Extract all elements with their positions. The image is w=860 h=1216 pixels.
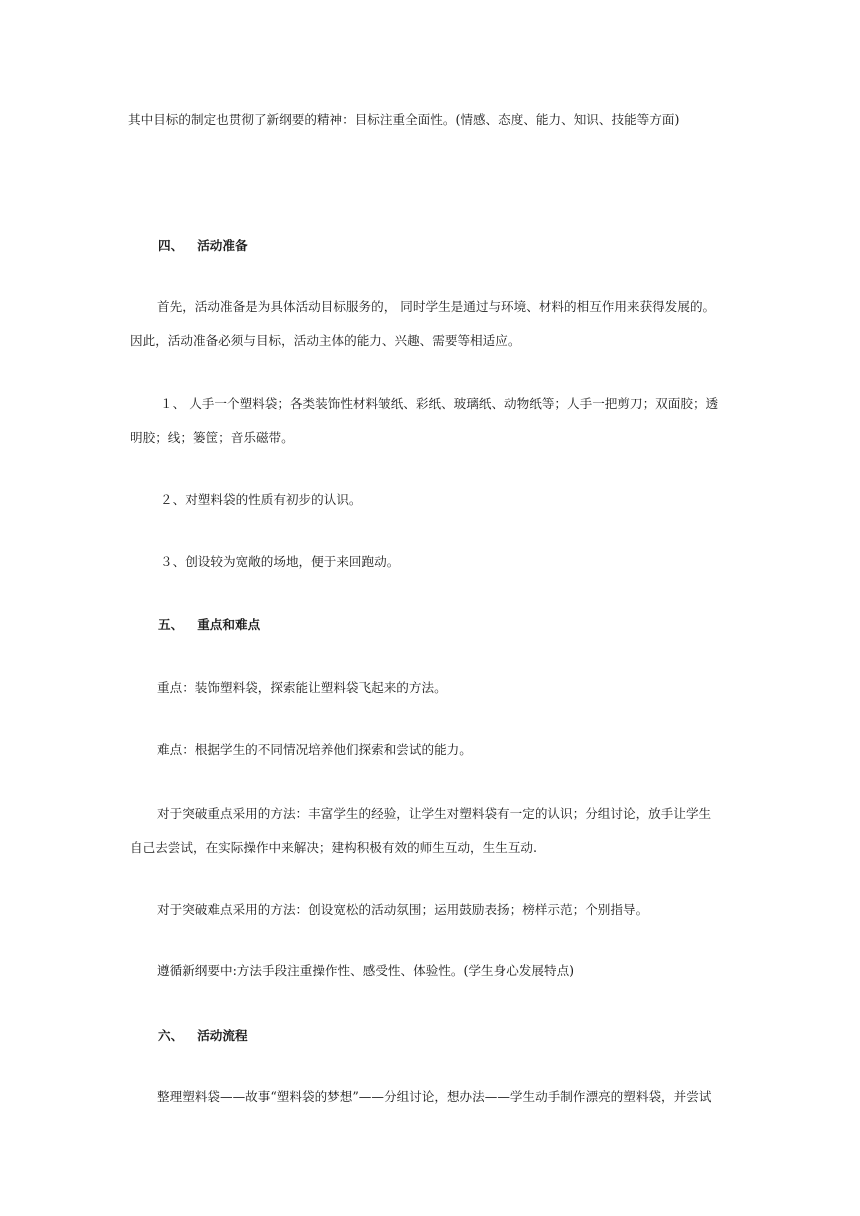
difficulty-text: 难点：根据学生的不同情况培养他们探索和尝试的能力。 (157, 742, 472, 757)
key-point-text: 重点：装饰塑料袋，探索能让塑料袋飞起来的方法。 (157, 680, 447, 695)
difficulty-method-text: 对于突破难点采用的方法：创设宽松的活动氛围；运用鼓励表扬；榜样示范；个别指导。 (157, 902, 649, 917)
prep-item-1-line-1: １、 人手一个塑料袋；各类装饰性材料皱纸、彩纸、玻璃纸、动物纸等；人手一把剪刀；双面胶；透 (160, 396, 719, 411)
prep-item-2: ２、对塑料袋的性质有初步的认识。 (160, 492, 362, 507)
section-4-number: 四、 (158, 238, 184, 253)
key-method-line-2: 自己去尝试，在实际操作中来解决；建构积极有效的师生互动，生生互动. (130, 840, 538, 855)
prep-item-1-line-2: 明胶；线；篓筐；音乐磁带。 (130, 430, 294, 445)
section-6-title: 活动流程 (197, 1028, 248, 1043)
prep-item-3: ３、创设较为宽敞的场地，便于来回跑动。 (160, 554, 400, 569)
section-6-number: 六、 (158, 1028, 184, 1043)
section-5-number: 五、 (158, 617, 184, 632)
key-method-line-1: 对于突破重点采用的方法：丰富学生的经验，让学生对塑料袋有一定的认识；分组讨论，放手让学生 (157, 806, 712, 821)
section-6-heading (0, 1028, 860, 1044)
section-4-title: 活动准备 (197, 238, 248, 253)
flow-line-1: 整理塑料袋——故事“塑料袋的梦想”——分组讨论，想办法——学生动手制作漂亮的塑料袋，并尝试 (157, 1089, 712, 1104)
guideline-text: 遵循新纲要中:方法手段注重操作性、感受性、体验性。(学生身心发展特点) (157, 963, 575, 978)
section-4-paragraph-line-2: 因此，活动准备必须与目标，活动主体的能力、兴趣、需要等相适应。 (130, 333, 521, 348)
section-4-paragraph-line-1: 首先，活动准备是为具体活动目标服务的， 同时学生是通过与环境、材料的相互作用来获得发展的。 (157, 299, 716, 314)
section-5-title: 重点和难点 (197, 617, 261, 632)
intro-text: 其中目标的制定也贯彻了新纲要的精神：目标注重全面性。(情感、态度、能力、知识、技能等方面) (128, 112, 680, 127)
section-4-heading (0, 238, 860, 254)
section-5-heading (0, 617, 860, 633)
